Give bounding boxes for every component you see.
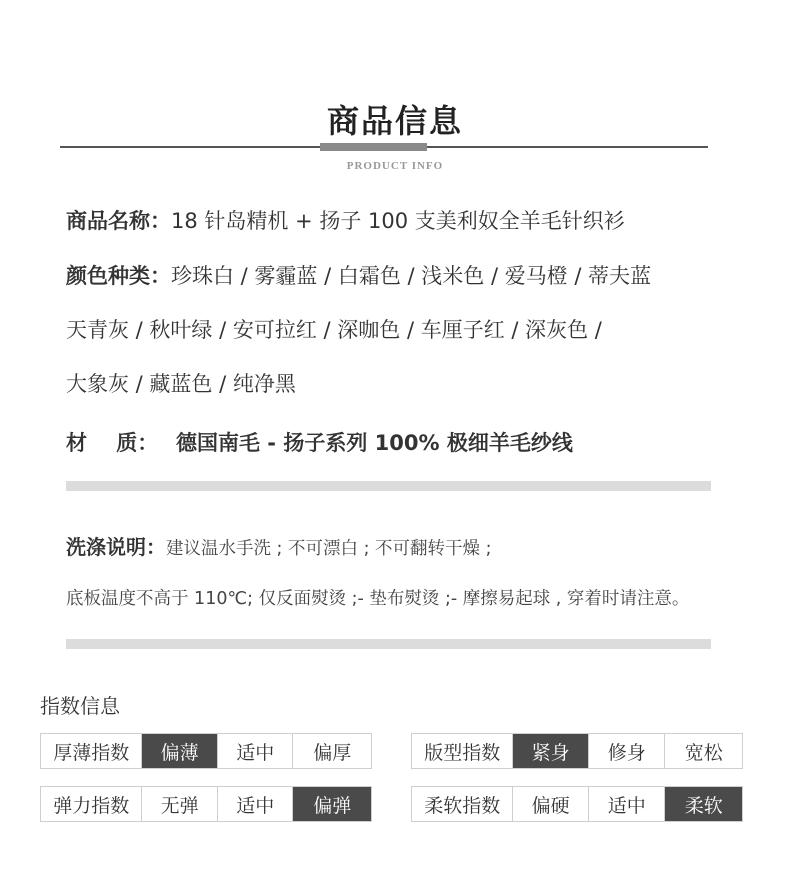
fit-index-table xyxy=(411,733,743,769)
color-values-line2: 天青灰 / 秋叶绿 / 安可拉红 / 深咖色 / 车厘子红 / 深灰色 / xyxy=(66,318,602,342)
index-label: 柔软指数 xyxy=(412,787,513,821)
wash-line2-row xyxy=(66,585,689,610)
index-label: 厚薄指数 xyxy=(41,734,142,768)
wash-line2: 底板温度不高于 110℃; 仅反面熨烫 ;- 垫布熨烫 ;- 摩擦易起球 , 穿着时请注意。 xyxy=(66,589,690,609)
section-divider xyxy=(66,639,711,649)
page-title: 商品信息 xyxy=(326,102,463,140)
section-divider xyxy=(66,481,711,491)
index-title: 指数信息 xyxy=(40,694,120,718)
index-option: 偏厚 xyxy=(313,741,352,764)
material-row xyxy=(66,427,573,457)
elasticity-index-table xyxy=(40,786,372,822)
wash-line1: 建议温水手洗 ; 不可漂白 ; 不可翻转干燥 ; xyxy=(166,539,492,559)
product-name-row xyxy=(66,205,625,235)
index-option: 紧身 xyxy=(513,734,589,768)
color-values-line1: 珍珠白 / 雾霾蓝 / 白霜色 / 浅米色 / 爱马橙 / 蒂夫蓝 xyxy=(171,264,652,288)
wash-row xyxy=(66,531,492,560)
index-option: 柔软 xyxy=(665,787,742,821)
product-name-value: 18 针岛精机 + 扬子 100 支美利奴全羊毛针织衫 xyxy=(171,209,625,233)
softness-index-table xyxy=(411,786,743,822)
page-subtitle: PRODUCT INFO xyxy=(346,160,444,172)
index-option: 适中 xyxy=(589,787,666,821)
wash-label: 洗涤说明： xyxy=(66,535,166,559)
thickness-index-table xyxy=(40,733,372,769)
index-option: 修身 xyxy=(589,734,666,768)
product-name-label: 商品名称： xyxy=(66,209,171,233)
index-option: 偏薄 xyxy=(142,734,218,768)
index-label: 版型指数 xyxy=(412,734,513,768)
index-option: 宽松 xyxy=(684,741,723,764)
title-accent-bar xyxy=(320,143,427,151)
material-label: 材 质： xyxy=(66,431,159,455)
index-option: 适中 xyxy=(218,787,294,821)
index-option: 适中 xyxy=(218,734,294,768)
index-option: 无弹 xyxy=(142,787,218,821)
index-option: 偏硬 xyxy=(513,787,589,821)
color-label: 颜色种类： xyxy=(66,264,171,288)
index-option: 偏弹 xyxy=(293,787,371,821)
material-value: 德国南毛 - 扬子系列 100% 极细羊毛纱线 xyxy=(176,431,573,455)
color-values-line3: 大象灰 / 藏蓝色 / 纯净黑 xyxy=(66,372,296,396)
index-label: 弹力指数 xyxy=(41,787,142,821)
color-row xyxy=(66,260,651,290)
